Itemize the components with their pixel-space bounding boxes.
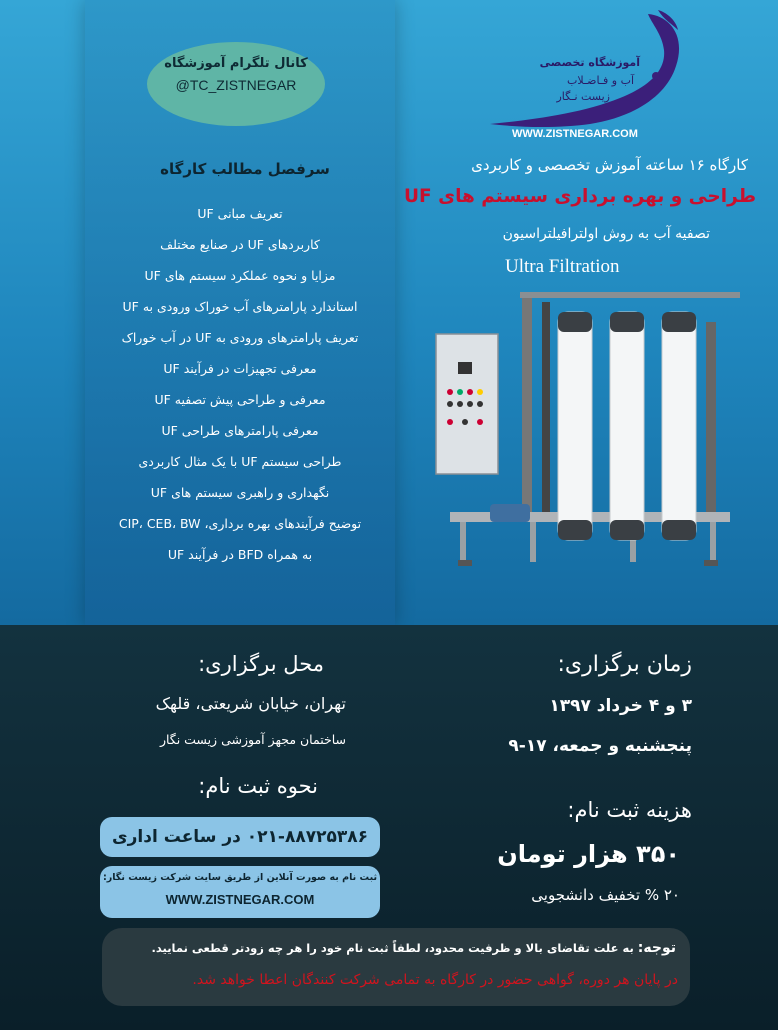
syllabus-item: معرفی تجهیزات در فرآیند UF xyxy=(163,361,317,376)
syllabus-item: تعریف پارامترهای ورودی به UF در آب خوراک xyxy=(121,330,359,345)
notice-label: توجه: xyxy=(637,940,676,956)
notice-text-line xyxy=(152,940,676,956)
uf-system-image xyxy=(430,282,740,572)
syllabus-item: استاندارد پارامترهای آب خوراک ورودی به UF xyxy=(122,299,358,314)
registration-online-text: ثبت نام به صورت آنلاین از طریق سایت شرکت زیست نگار: xyxy=(102,872,378,883)
zistnegar-logo xyxy=(480,6,690,146)
fee-amount: ۳۵۰ هزار تومان xyxy=(497,840,680,868)
syllabus-list xyxy=(90,198,390,570)
telegram-handle[interactable]: @TC_ZISTNEGAR xyxy=(175,77,297,93)
logo-line3: زیست نـگار xyxy=(556,90,610,103)
notice-certificate: در پایان هر دوره، گواهی حضور در کارگاه به تمامی شرکت کنندگان اعطا خواهد شد. xyxy=(192,972,678,988)
location-title: محل برگزاری: xyxy=(198,652,324,676)
syllabus-item: نگهداری و راهبری سیستم های UF xyxy=(150,485,330,500)
syllabus-item: مزایا و نحوه عملکرد سیستم های UF xyxy=(144,268,336,283)
workshop-intro: کارگاه ۱۶ ساعته آموزش تخصصی و کاربردی xyxy=(471,156,748,174)
fee-title: هزینه ثبت نام: xyxy=(567,798,692,822)
syllabus-heading: سرفصل مطالب کارگاه xyxy=(160,160,330,178)
registration-title: نحوه ثبت نام: xyxy=(198,774,318,798)
schedule-date: ۳ و ۴ خرداد ۱۳۹۷ xyxy=(549,696,692,716)
telegram-badge[interactable] xyxy=(147,42,325,126)
registration-online-url[interactable]: WWW.ZISTNEGAR.COM xyxy=(165,892,315,907)
schedule-days: پنجشنبه و جمعه، ۱۷-۹ xyxy=(508,736,692,756)
notice-text: به علت تقاضای بالا و ظرفیت محدود، لطفاً ثبت نام خود را هر چه زودتر قطعی نمایید. xyxy=(151,941,634,955)
registration-phone[interactable]: ۰۲۱-۸۸۷۲۵۳۸۶ در ساعت اداری xyxy=(100,817,380,857)
schedule-title: زمان برگزاری: xyxy=(557,652,692,677)
workshop-title: طراحی و بهره برداری سیستم های UF xyxy=(404,186,756,207)
syllabus-item: معرفی پارامترهای طراحی UF xyxy=(161,423,319,438)
notice-box xyxy=(102,928,690,1006)
syllabus-item: توضیح فرآیندهای بهره برداری، CIP، CEB، BW xyxy=(118,516,362,531)
location-building: ساختمان مجهز آموزشی زیست نگار xyxy=(159,732,346,747)
syllabus-item: طراحی سیستم UF با یک مثال کاربردی xyxy=(138,454,342,469)
fee-discount: ۲۰ % تخفیف دانشجویی xyxy=(531,886,680,904)
logo-line1: آموزشگاه تخصصی xyxy=(539,56,640,69)
registration-online-box xyxy=(100,866,380,918)
workshop-english-title: Ultra Filtration xyxy=(505,256,620,277)
telegram-title: کانال تلگرام آموزشگاه xyxy=(164,56,308,71)
syllabus-item: معرفی و طراحی پیش تصفیه UF xyxy=(154,392,326,407)
logo-url[interactable]: WWW.ZISTNEGAR.COM xyxy=(512,128,638,140)
syllabus-item: کاربردهای UF در صنایع مختلف xyxy=(160,237,320,252)
syllabus-item: تعریف مبانی UF xyxy=(197,206,283,221)
location-address: تهران، خیابان شریعتی، قلهک xyxy=(155,694,346,713)
logo-line2: آب و فـاضـلاب xyxy=(566,74,634,87)
syllabus-item: به همراه BFD در فرآیند UF xyxy=(167,547,313,562)
workshop-subtitle: تصفیه آب به روش اولترافیلتراسیون xyxy=(502,226,710,242)
